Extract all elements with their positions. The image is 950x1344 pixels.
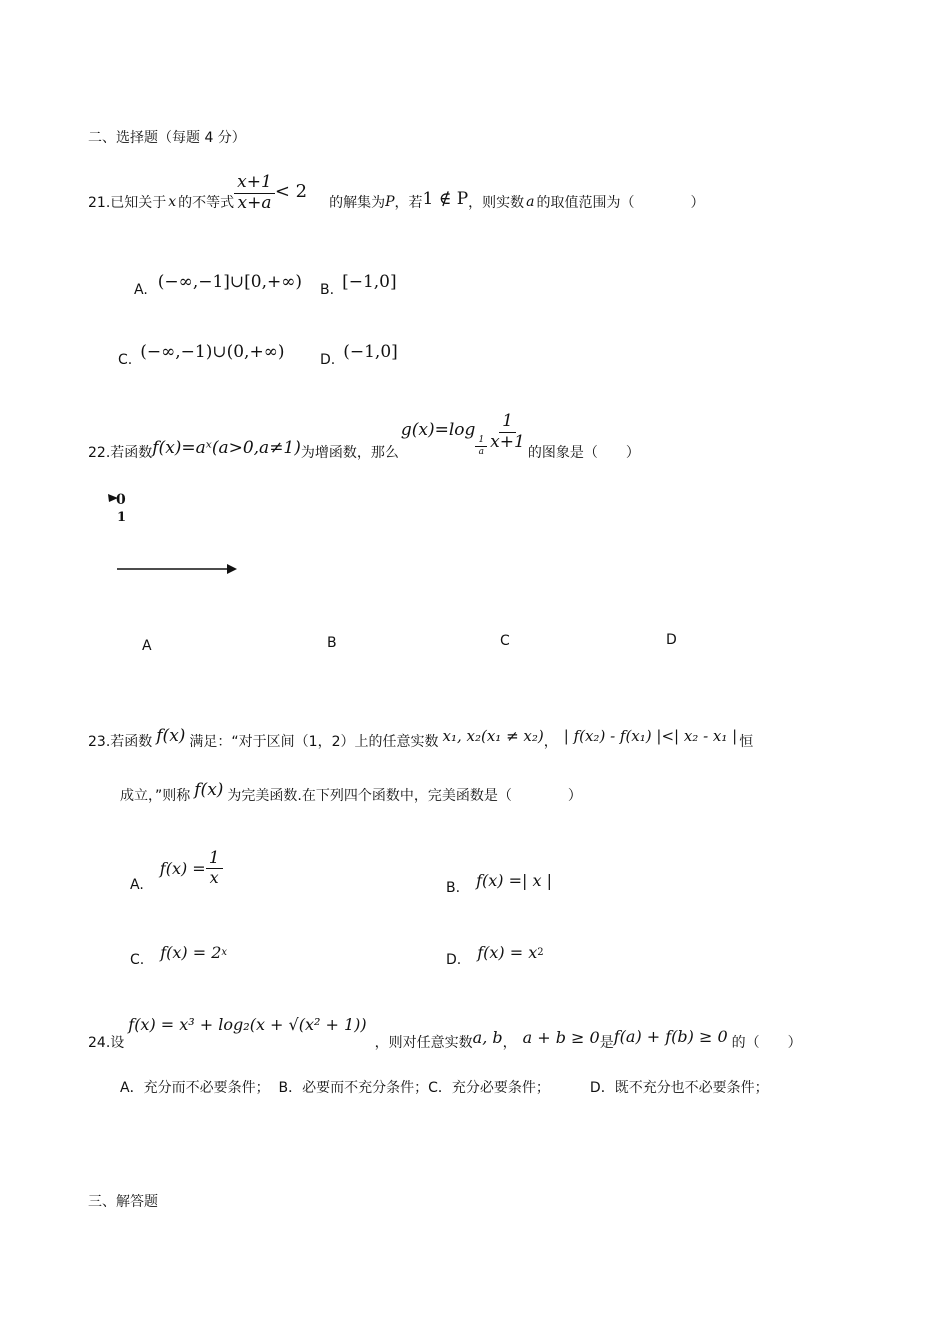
q21-option-b-label: B. [320, 282, 335, 298]
q23-option-a-numerator: 1 [206, 849, 223, 870]
q21-option-b-value: [−1,0] [342, 272, 397, 292]
q21-mid: 的不等式 [178, 195, 235, 211]
q23-comma: ， [543, 734, 558, 750]
q23-option-a-fraction [206, 849, 223, 888]
q21-option-a-label: A. [134, 282, 148, 298]
q24-prefix: 24.设 [88, 1035, 125, 1051]
q22-log-base-den: a [478, 446, 484, 457]
q23-option-c-value: f(x) = 2 [160, 942, 222, 962]
q22-option-c-label: C [500, 633, 510, 649]
q22-log-base-num: 1 [475, 435, 487, 446]
q23-line2-fx: f(x) [194, 780, 224, 800]
q22-option-b-label: B [327, 635, 337, 651]
q21-inequality-fraction [234, 173, 275, 213]
q23-line2-prefix: 成立，”则称 [120, 788, 191, 804]
q23-mid: 满足：“对于区间（1，2）上的任意实数 [189, 734, 439, 750]
q22-mid: 为增函数，那么 [300, 445, 399, 461]
q23-option-b-label: B. [446, 880, 461, 896]
q24-comma: ， [502, 1035, 517, 1051]
q22-graph-fragment [106, 492, 136, 526]
q23-option-c-label: C. [130, 952, 145, 968]
q22-option-d-label: D [666, 632, 677, 648]
q23-option-a-label: A. [130, 877, 144, 893]
q23-vars: x₁, x₂(x₁ ≠ x₂) [442, 727, 544, 745]
q21-option-d-value: (−1,0] [343, 342, 398, 362]
q22-prefix: 22.若函数 [88, 445, 153, 461]
q22-g-lhs: g(x)=log [400, 420, 476, 440]
q23-option-c [130, 936, 227, 968]
q22-g-expression [400, 410, 528, 457]
q21-option-c [118, 336, 285, 368]
q21-mid2: 的解集为 [329, 195, 386, 211]
q22-function: f(x)=aˣ(a>0,a≠1) [152, 438, 301, 458]
q22-g-fraction [487, 412, 528, 452]
q23-inequality: | f(x₂) - f(x₁) |<| x₂ - x₁ | [563, 727, 738, 745]
q23-option-a-lhs: f(x) = [159, 858, 206, 878]
q21-ineq-rhs: < 2 [274, 180, 308, 202]
q22-graph-glyph-bottom: 1 [117, 510, 127, 525]
q22-g-denominator: x+1 [490, 431, 525, 452]
q22-graph-glyph-top: 0 [116, 492, 126, 508]
q23-option-a-denominator: x [209, 868, 219, 888]
q21-mid3: ，若 [394, 195, 423, 211]
q23-option-c-exponent: x [221, 946, 228, 958]
q24-mid: ，则对任意实数 [374, 1035, 473, 1051]
q21-condition: 1 ∉ P [422, 189, 469, 209]
section-title-choice: 二、选择题（每题 4 分） [88, 130, 246, 146]
q21-var-a: a [526, 194, 535, 210]
q23-option-b [446, 864, 552, 896]
q24-condition: a + b ≥ 0 [522, 1027, 600, 1047]
q21-option-a-value: (−∞,−1]∪[0,+∞) [157, 272, 303, 292]
q23-option-d-exponent: 2 [537, 946, 544, 958]
question-21 [88, 172, 705, 232]
q21-var-x: x [168, 194, 177, 210]
q24-suffix: 的（ ） [731, 1035, 802, 1051]
q21-ineq-denominator: x+a [237, 192, 272, 213]
q23-prefix: 23.若函数 [88, 734, 153, 750]
q23-option-d [446, 936, 544, 968]
q23-option-d-value: f(x) = x [477, 942, 538, 962]
q24-is: 是 [599, 1035, 614, 1051]
q24-choices: A．充分而不必要条件； B．必要而不充分条件；C．充分必要条件； D．既不充分也不必要条件； [120, 1080, 769, 1096]
q21-option-d-label: D. [320, 352, 336, 368]
q21-set-P: P [385, 194, 395, 210]
q22-graph-x-axis-arrow [116, 562, 240, 576]
q23-option-a [130, 840, 223, 896]
q21-option-a [134, 266, 302, 298]
q21-suffix: 的取值范围为（ ） [536, 195, 705, 211]
q21-mid4: ，则实数 [468, 195, 525, 211]
q23-option-b-value: f(x) =| x | [476, 870, 552, 890]
q21-option-b [320, 266, 397, 298]
q22-g-numerator: 1 [499, 412, 516, 433]
q21-ineq-numerator: x+1 [234, 173, 275, 194]
question-23-line-1 [88, 718, 753, 754]
q22-option-a-label: A [142, 638, 152, 654]
q22-log-base [475, 435, 487, 457]
q24-function: f(x) = x³ + log₂(x + √(x² + 1)) [128, 1014, 367, 1034]
q24-vars: a, b [472, 1027, 503, 1047]
question-24 [88, 1006, 802, 1051]
q23-line2-suffix: 为完美函数.在下列四个函数中，完美函数是（ ） [227, 788, 582, 804]
q23-heng: 恒 [739, 734, 754, 750]
question-23-line-2 [120, 772, 582, 808]
question-22 [88, 405, 640, 465]
q23-fx: f(x) [156, 726, 186, 746]
q21-option-d [320, 336, 398, 368]
q21-option-c-value: (−∞,−1)∪(0,+∞) [140, 342, 285, 362]
q21-prefix: 21.已知关于 [88, 195, 167, 211]
section-title-answers: 三、解答题 [88, 1194, 158, 1210]
q22-suffix: 的图象是（ ） [527, 445, 640, 461]
q21-option-c-label: C. [118, 352, 133, 368]
q23-option-d-label: D. [446, 952, 462, 968]
q24-conclusion: f(a) + f(b) ≥ 0 [613, 1026, 728, 1046]
